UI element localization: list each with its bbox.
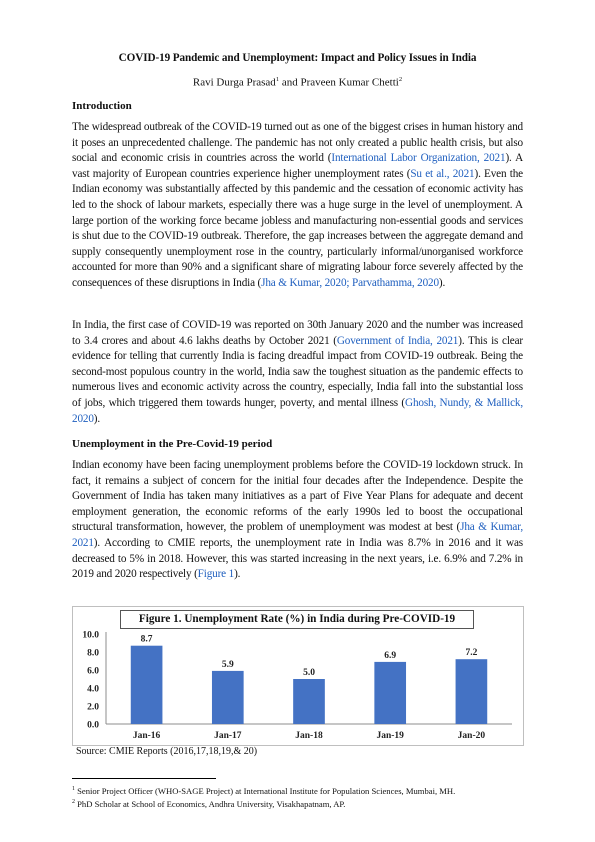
bar-jan-16 [131, 646, 163, 724]
data-label: 5.0 [303, 668, 315, 678]
citation-link[interactable]: Government of India, 2021 [336, 334, 459, 347]
citation-link[interactable]: Jha & Kumar, 2021 [72, 521, 523, 549]
footnote-mark-2: 2 [398, 76, 403, 83]
y-tick-label: 8.0 [87, 648, 99, 659]
text-run: Indian economy have been facing unemployment problems before the COVID-19 lockdown struck. In fact, it remains a subject of concern for the initial four decades after the Independence. Despite the Government of India has taken many initiatives as a part of Five Year Plans for adequate and decent employment generation, the economic reforms of the early 1990s led to boost the occupational structural transformation, however, the problem of unemployment was modest at best ( [72, 459, 523, 534]
figure-link[interactable]: Figure 1 [197, 568, 235, 581]
data-label: 8.7 [140, 634, 153, 645]
x-tick-label: Jan-18 [295, 731, 323, 741]
footnote-rule [72, 778, 216, 779]
footnote-1 [72, 786, 455, 796]
y-tick-label: 4.0 [87, 684, 99, 695]
author-separator: and [279, 76, 301, 89]
bar-chart [72, 606, 524, 746]
bar-jan-17 [212, 671, 244, 724]
intro-paragraph-1 [72, 120, 523, 292]
data-label: 5.9 [221, 659, 234, 670]
citation-link[interactable]: Ghosh, Nundy, & Mallick, 2020 [72, 396, 523, 425]
text-run: ). According to CMIE reports, the unemployment rate in India was 8.7% in 2016 and it was decreased to 5% in 2018. However, this was started increasing in the next years, i.e. 6.9% and 7.2% in 2019 and 2020 respectively ( [72, 536, 523, 581]
text-run: ). Even the Indian economy was substantially affected by this pandemic and the cessation of economic activity has led to the shock of labour markets, especially there was a huge surge in the level of unemployment. A large portion of the working force became jobless and manufacturing non-essential goods and services is shut due to the COVID-19 outbreak. Therefore, the gap increases between the aggregate demand and supply consequently unemployment rose in the country, particularly informal/unorganised workforce accounted for more than 90% and a significant share of migrating labour force severely affected by the consequences of these disruptions in India ( [72, 167, 523, 289]
introduction-heading: Introduction [72, 100, 132, 112]
section-heading-pre-covid: Unemployment in the Pre-Covid-19 period [72, 438, 273, 450]
author-1: Ravi Durga Prasad [192, 76, 276, 89]
bar-jan-18 [293, 679, 325, 724]
text-run: ). This is clear evidence for telling that currently India is facing dreadful impact from COVID-19 outbreak. Being the second-most populous country in the world, India saw the toughest situation as the pandemic effects to numerous lives and economic activity across the country, especially, India fall into the substantial loss of jobs, which triggered them towards hunger, poverty, and mental illness ( [72, 334, 523, 409]
citation-link[interactable]: Jha & Kumar, 2020; Parvathamma, 2020 [261, 276, 439, 289]
footnote-mark-1: 1 [275, 76, 280, 83]
x-tick-label: Jan-20 [457, 731, 486, 741]
intro-paragraph-2 [72, 318, 523, 427]
text-run: ). [93, 412, 101, 425]
citation-link[interactable]: International Labor Organization, 2021 [331, 152, 506, 165]
section-paragraph-1 [72, 458, 523, 583]
footnote-2 [72, 799, 345, 809]
text-run: ). [234, 568, 241, 581]
x-tick-label: Jan-16 [132, 731, 161, 741]
citation-link[interactable]: Su et al., 2021 [410, 167, 475, 180]
author-2: Praveen Kumar Chetti [300, 76, 399, 89]
y-tick-label: 2.0 [87, 702, 99, 713]
data-label: 6.9 [384, 650, 397, 661]
figure-source: Source: CMIE Reports (2016,17,18,19,& 20) [76, 746, 258, 757]
footnote-mark: 1 [72, 786, 75, 793]
paper-title: COVID-19 Pandemic and Unemployment: Impact and Policy Issues in India [118, 52, 477, 64]
author-line [0, 76, 595, 89]
chart-title: Figure 1. Unemployment Rate (%) in India during Pre-COVID-19 [120, 610, 474, 629]
footnote-text: PhD Scholar at School of Economics, Andhra University, Visakhapatnam, AP. [75, 799, 346, 809]
y-tick-label: 0.0 [87, 720, 99, 731]
x-tick-label: Jan-19 [376, 731, 404, 741]
y-tick-label: 6.0 [87, 666, 99, 677]
text-run: ). [438, 276, 446, 289]
text-run: In India, the first case of COVID-19 was reported on 30th January 2020 and the number was increased to 3.4 crores and about 4.6 lakhs deaths by October 2021 ( [72, 319, 523, 347]
bar-jan-19 [374, 662, 406, 724]
text-run: The widespread outbreak of the COVID-19 turned out as one of the biggest crises in human history and it poses an unprecedented challenge. The pandemic has not only created a public health crisis, but also social and economic crisis in countries across the world ( [72, 121, 523, 165]
x-tick-label: Jan-17 [214, 731, 242, 741]
y-tick-label: 10.0 [82, 630, 99, 641]
figure-1 [72, 606, 524, 746]
footnote-text: Senior Project Officer (WHO-SAGE Project) at International Institute for Population Sciences, Mumbai, MH. [75, 786, 456, 796]
footnote-mark: 2 [72, 799, 75, 806]
text-run: ). A vast majority of European countries experience higher unemployment rates ( [72, 152, 523, 180]
bar-jan-20 [456, 659, 488, 724]
data-label: 7.2 [465, 648, 478, 659]
